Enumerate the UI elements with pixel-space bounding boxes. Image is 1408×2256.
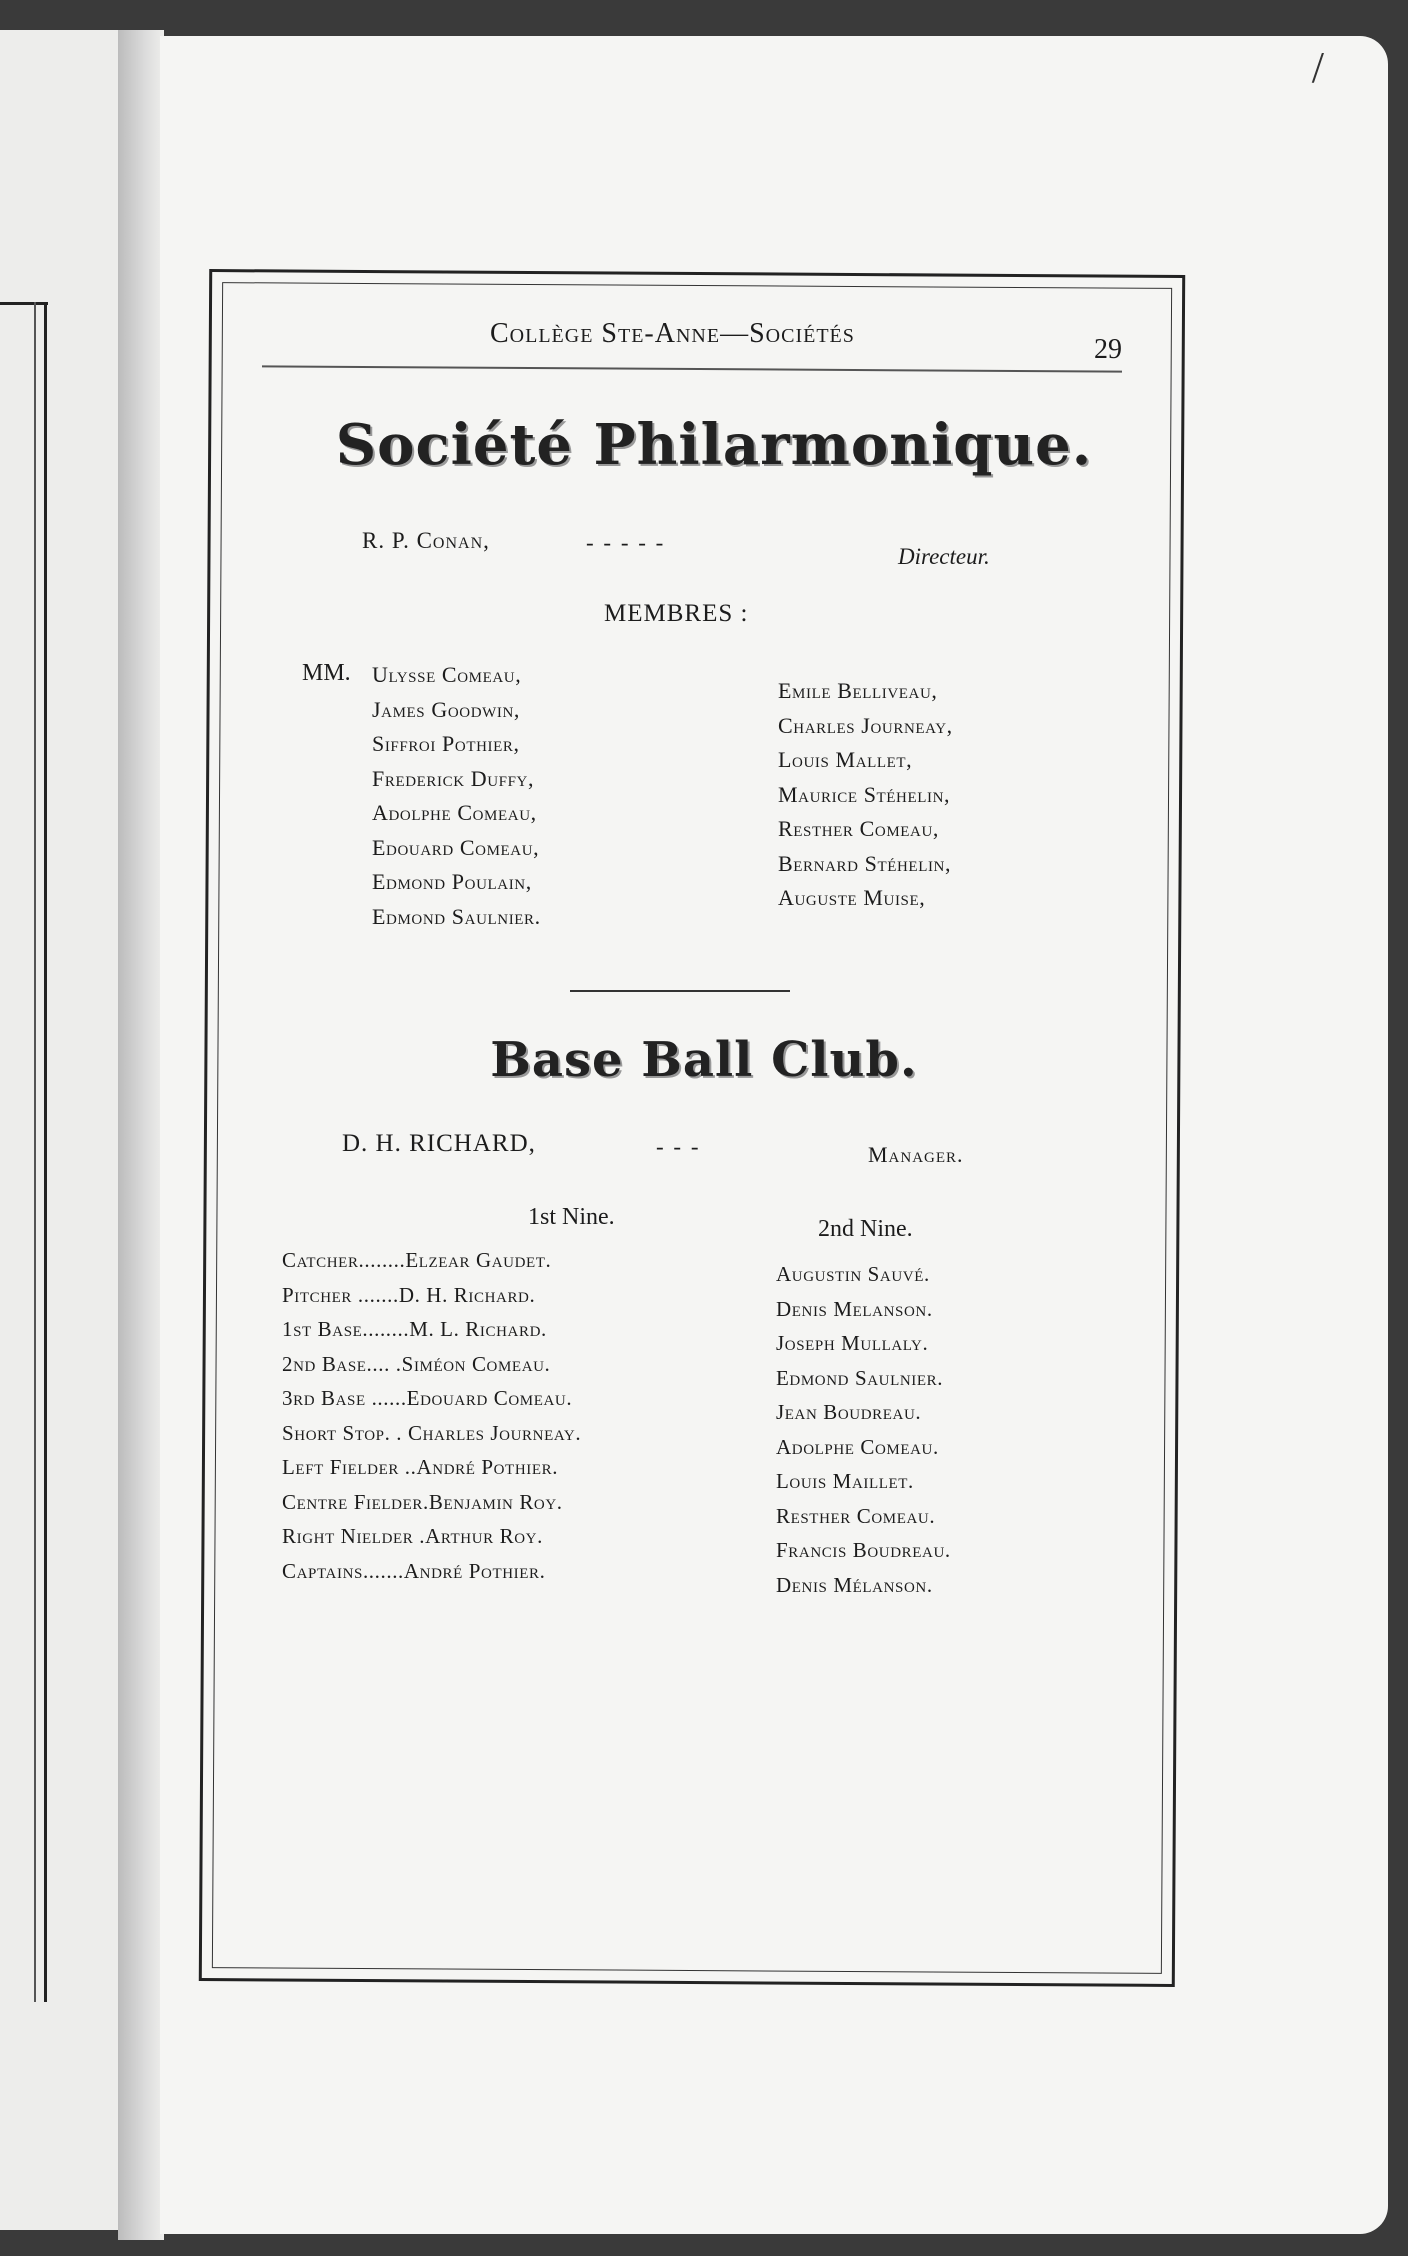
member-name: Siffroi Pothier, [372, 731, 520, 756]
roster-row: Joseph Mullaly. [776, 1331, 929, 1355]
roster-row: Edmond Saulnier. [776, 1365, 944, 1390]
member-name: Ulysse Comeau, [372, 662, 522, 687]
roster-row: Right Nielder .Arthur Roy. [282, 1524, 543, 1548]
member-name: Auguste Muise, [778, 885, 926, 910]
book-gutter [118, 30, 164, 2240]
member-name: Maurice Stéhelin, [778, 781, 951, 807]
manager-name: D. H. RICHARD, [342, 1130, 536, 1157]
roster-row: Denis Mélanson. [776, 1572, 933, 1597]
roster-row: Short Stop. . Charles Journeay. [282, 1420, 582, 1445]
member-name: Charles Journeay, [778, 712, 953, 738]
members-heading: MEMBRES : [604, 600, 749, 627]
manager-leader: - - - [656, 1134, 701, 1159]
page-frame-outer [199, 269, 1185, 1987]
roster-row: Left Fielder ..André Pothier. [282, 1455, 559, 1479]
running-head: Collège Ste-Anne—Sociétés [490, 318, 855, 349]
left-page-frame-rule [0, 302, 48, 305]
roster-row: 2nd Base.... .Siméon Comeau. [282, 1351, 551, 1376]
roster-row: Adolphe Comeau. [776, 1434, 939, 1459]
roster-row: Augustin Sauvé. [776, 1262, 930, 1286]
first-nine-roster [282, 1248, 581, 1593]
roster-row: Catcher........Elzear Gaudet. [282, 1248, 552, 1272]
section-divider [570, 990, 790, 992]
manager-role: Manager. [868, 1142, 964, 1167]
roster-row: 3rd Base ......Edouard Comeau. [282, 1386, 573, 1410]
second-nine-heading: 2nd Nine. [818, 1216, 913, 1242]
roster-row: Resther Comeau. [776, 1503, 936, 1528]
members-right-column [778, 678, 953, 920]
member-name: Frederick Duffy, [372, 765, 535, 791]
roster-row: Captains.......André Pothier. [282, 1558, 546, 1583]
baseball-title: Base Ball Club. [490, 1032, 918, 1088]
roster-row: 1st Base........M. L. Richard. [282, 1317, 547, 1341]
roster-row: Francis Boudreau. [776, 1538, 951, 1562]
member-name: Edouard Comeau, [372, 834, 540, 860]
member-name: Bernard Stéhelin, [778, 850, 952, 876]
members-left-column [372, 662, 541, 938]
left-facing-page [0, 30, 122, 2230]
page-number: 29 [1094, 334, 1122, 365]
second-nine-roster [776, 1262, 951, 1607]
page-frame-inner [212, 282, 1172, 1974]
member-name: Emile Belliveau, [778, 678, 938, 703]
pencil-mark: / [1311, 43, 1324, 92]
member-name: Edmond Poulain, [372, 869, 532, 894]
member-name: Louis Mallet, [778, 747, 913, 772]
roster-row: Pitcher .......D. H. Richard. [282, 1282, 536, 1307]
director-leader: - - - - - [586, 530, 666, 555]
member-name: James Goodwin, [372, 696, 521, 722]
left-page-frame-rule [34, 302, 36, 2002]
member-name: Resther Comeau, [778, 816, 940, 841]
director-role: Directeur. [898, 544, 990, 569]
left-page-frame-rule [44, 302, 47, 2002]
roster-row: Jean Boudreau. [776, 1400, 922, 1424]
roster-row: Centre Fielder.Benjamin Roy. [282, 1489, 563, 1514]
member-name: Adolphe Comeau, [372, 800, 537, 825]
director-name: R. P. Conan, [362, 528, 490, 553]
members-honorific: MM. [302, 660, 351, 686]
roster-row: Denis Melanson. [776, 1296, 933, 1321]
first-nine-heading: 1st Nine. [528, 1204, 615, 1230]
roster-row: Louis Maillet. [776, 1469, 914, 1493]
philharmonic-title: Société Philarmonique. [335, 412, 1093, 478]
member-name: Edmond Saulnier. [372, 903, 541, 929]
